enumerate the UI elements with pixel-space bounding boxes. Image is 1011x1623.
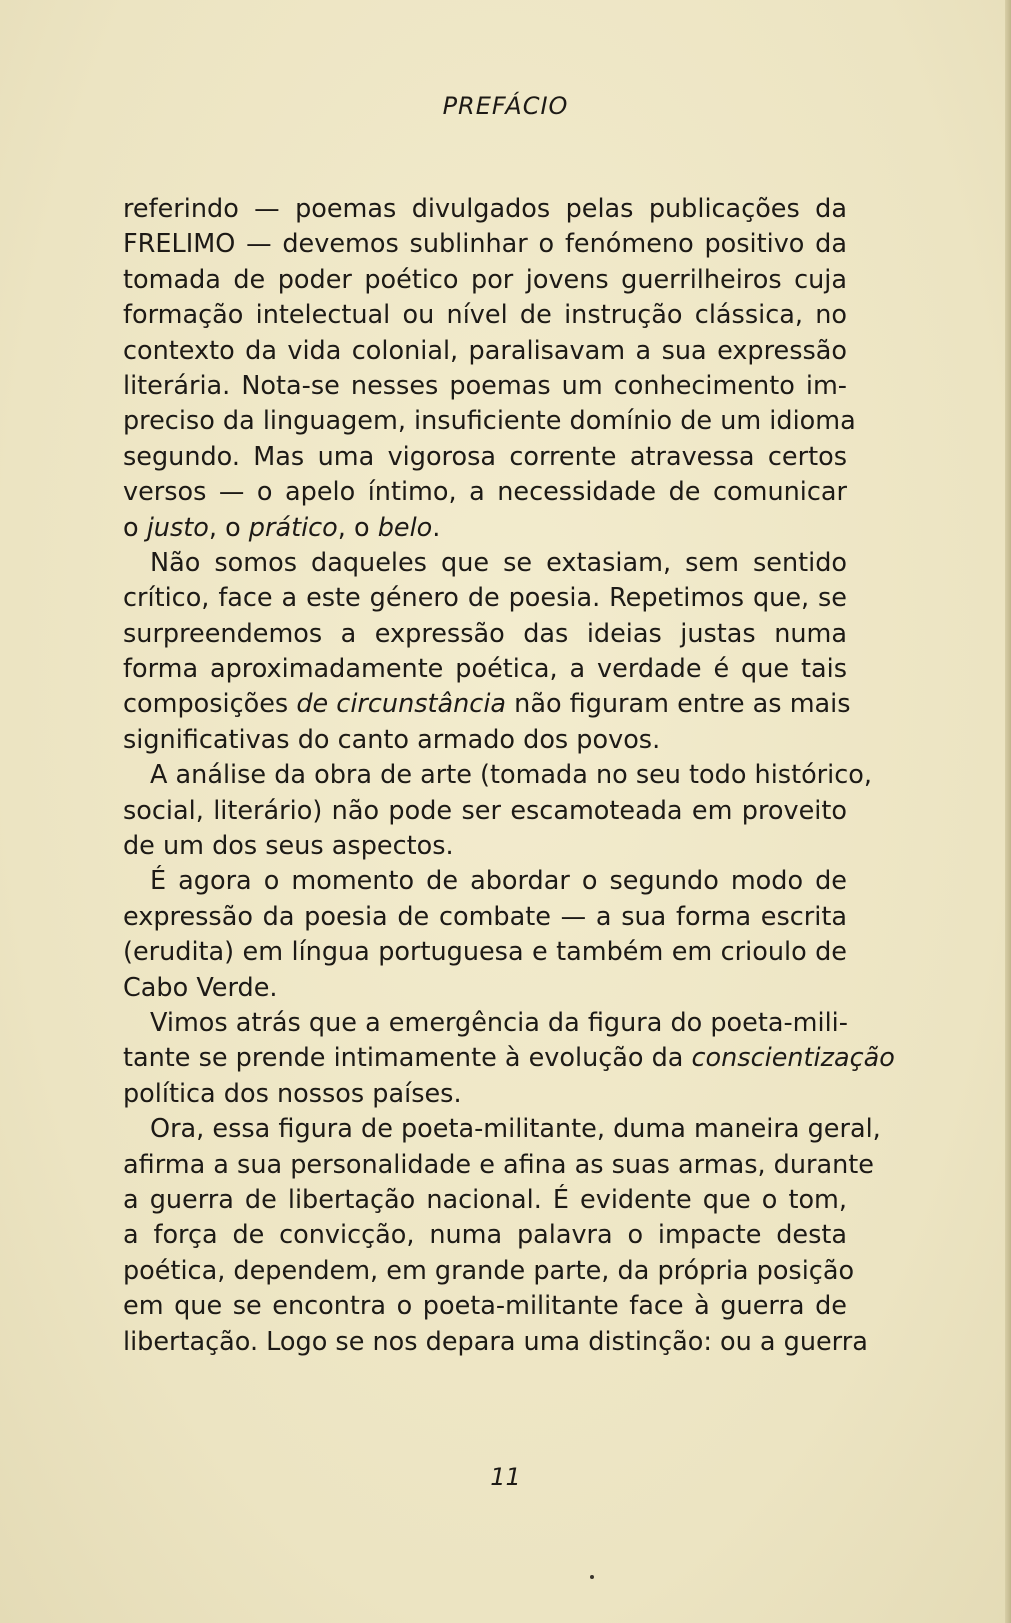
text-line: forma aproximadamente poética, a verdade é que tais xyxy=(123,654,847,685)
paragraph-start: É agora o momento de abordar o segundo modo de xyxy=(150,866,847,897)
paragraph-start: A análise da obra de arte (tomada no seu todo histórico, xyxy=(150,760,872,791)
text-line: de um dos seus aspectos. xyxy=(123,831,454,862)
page-number: 11 xyxy=(490,1463,521,1491)
text-line-italic: o justo, o prático, o belo. xyxy=(123,512,441,543)
text-line: tomada de poder poético por jovens guerrilheiros cuja xyxy=(123,264,847,295)
text-line: preciso da linguagem, insuficiente domínio de um idioma xyxy=(123,406,856,437)
text-line: crítico, face a este género de poesia. Repetimos que, se xyxy=(123,583,847,614)
text-line: poética, dependem, em grande parte, da própria posição xyxy=(123,1255,855,1286)
text-line: segundo. Mas uma vigorosa corrente atravessa certos xyxy=(123,441,847,472)
paragraph-start: Ora, essa figura de poeta-militante, duma maneira geral, xyxy=(150,1114,881,1145)
text-line: composições de circunstância não figuram entre as mais xyxy=(123,689,851,720)
paragraph-start: Não somos daqueles que se extasiam, sem sentido xyxy=(150,547,847,578)
text-line: FRELIMO — devemos sublinhar o fenómeno positivo da xyxy=(123,229,847,260)
text-line: literária. Nota-se nesses poemas um conhecimento im- xyxy=(123,370,847,401)
page-edge xyxy=(1005,0,1011,1623)
text-line: versos — o apelo íntimo, a necessidade de comunicar xyxy=(123,477,847,508)
text-line: afirma a sua personalidade e afina as suas armas, durante xyxy=(123,1149,874,1180)
text-line: política dos nossos países. xyxy=(123,1078,462,1109)
text-line: referindo — poemas divulgados pelas publicações da xyxy=(123,194,847,224)
text-line: a guerra de libertação nacional. É evidente que o tom, xyxy=(123,1184,847,1215)
text-line: contexto da vida colonial, paralisavam a sua expressão xyxy=(123,335,847,366)
paragraph-start: Vimos atrás que a emergência da figura do poeta-mili- xyxy=(150,1007,848,1038)
text-line: em que se encontra o poeta-militante face à guerra de xyxy=(123,1291,847,1322)
text-line: social, literário) não pode ser escamoteada em proveito xyxy=(123,795,847,826)
text-line: Cabo Verde. xyxy=(123,972,278,1003)
print-speck xyxy=(590,1575,594,1579)
text-line: tante se prende intimamente à evolução da conscientização xyxy=(123,1043,895,1074)
text-line: surpreendemos a expressão das ideias justas numa xyxy=(123,618,847,649)
text-line: expressão da poesia de combate — a sua forma escrita xyxy=(123,901,847,932)
body-text xyxy=(123,192,895,1360)
text-line: (erudita) em língua portuguesa e também em crioulo de xyxy=(123,937,847,968)
text-line: significativas do canto armado dos povos. xyxy=(123,724,661,755)
text-line: libertação. Logo se nos depara uma distinção: ou a guerra xyxy=(123,1326,868,1357)
text-line: formação intelectual ou nível de instrução clássica, no xyxy=(123,300,847,331)
text-line: a força de convicção, numa palavra o impacte desta xyxy=(123,1220,847,1251)
running-head: PREFÁCIO xyxy=(442,92,569,120)
